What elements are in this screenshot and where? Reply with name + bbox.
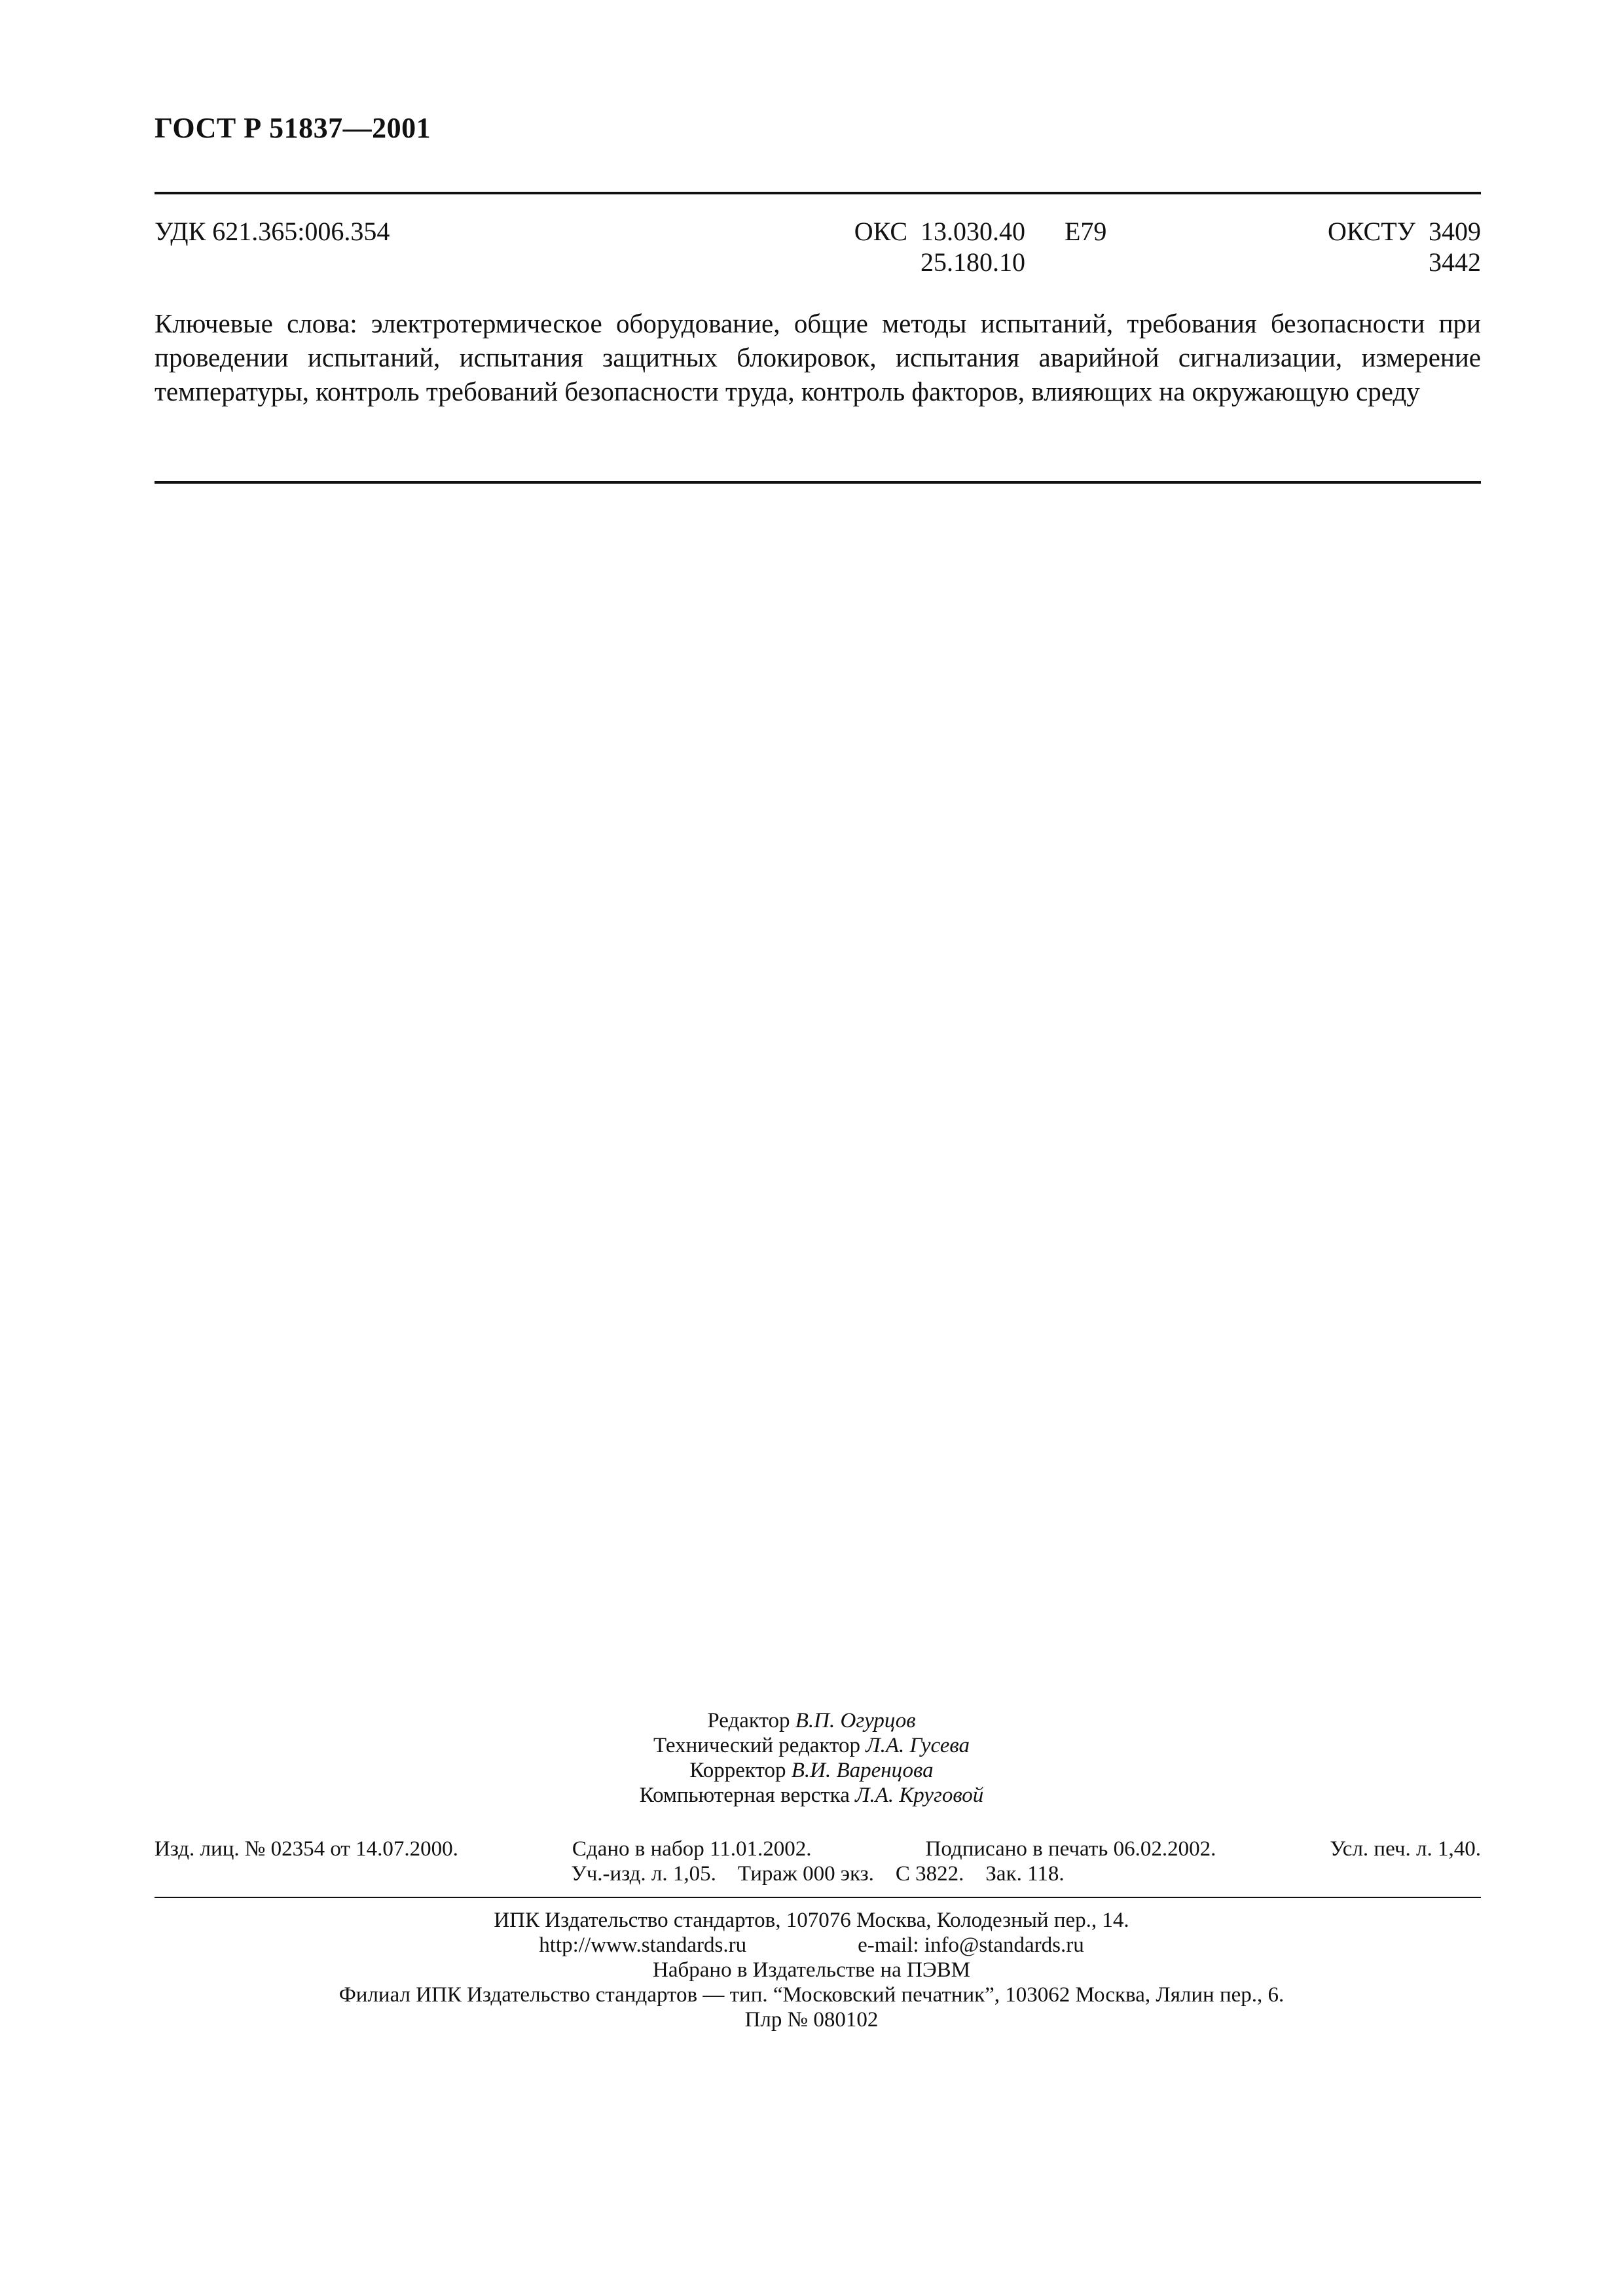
typeset-note: Набрано в Издательстве на ПЭВМ xyxy=(653,1958,970,1982)
typeset-date: Сдано в набор 11.01.2002. xyxy=(572,1837,812,1861)
print-info-row-2: Уч.-изд. л. 1,05. Тираж 000 экз. С 3822. Зак. 118. xyxy=(571,1862,1065,1886)
udk-code: УДК 621.365:006.354 xyxy=(155,217,390,246)
oks-code-2: 25.180.10 xyxy=(921,247,1025,277)
oks-codes xyxy=(672,216,1025,278)
credit-proofreader: Корректор В.И. Варенцова xyxy=(689,1759,934,1782)
publisher-contacts xyxy=(0,1933,1623,1958)
okstu-codes xyxy=(1328,216,1481,278)
printing-house: Филиал ИПК Издательство стандартов — тип. “Московский печатник”, 103062 Москва, Лялин пер., 6. xyxy=(338,1983,1285,2007)
okstu-label: ОКСТУ xyxy=(1327,217,1415,246)
publisher-divider xyxy=(155,1897,1481,1898)
oks-code-1: 13.030.40 xyxy=(921,217,1025,246)
print-info-row-1 xyxy=(155,1837,1481,1861)
credit-tech-editor: Технический редактор Л.А. Гусева xyxy=(653,1734,970,1757)
publisher-email: e-mail: info@standards.ru xyxy=(858,1933,1084,1957)
signed-date: Подписано в печать 06.02.2002. xyxy=(925,1837,1216,1861)
credit-editor: Редактор В.П. Огурцов xyxy=(707,1709,916,1732)
publisher-block xyxy=(0,1908,1623,2032)
keywords-paragraph: Ключевые слова: электротермическое оборудование, общие методы испытаний, требования безопасности при проведении испытаний, испытания защитных блокировок, испытания аварийной сигнализации, измерение температуры, контроль требований безопасности труда, контроль факторов, влияющих на окружающую среду xyxy=(155,308,1481,406)
e-code: Е79 xyxy=(1065,217,1107,246)
publisher-address: ИПК Издательство стандартов, 107076 Москва, Колодезный пер., 14. xyxy=(494,1909,1129,1932)
print-sheets: Усл. печ. л. 1,40. xyxy=(1330,1837,1481,1861)
print-info xyxy=(155,1837,1481,1886)
credit-layout: Компьютерная верстка Л.А. Круговой xyxy=(639,1784,984,1807)
credits-block xyxy=(0,1708,1623,1808)
okstu-code-2: 3442 xyxy=(1429,247,1481,277)
oks-label: ОКС xyxy=(854,217,907,246)
okstu-code-1: 3409 xyxy=(1429,217,1481,246)
printing-license: Плр № 080102 xyxy=(744,2008,879,2032)
document-header-title: ГОСТ Р 51837—2001 xyxy=(155,112,431,144)
keywords-divider xyxy=(155,481,1481,484)
publishing-license: Изд. лиц. № 02354 от 14.07.2000. xyxy=(155,1837,458,1861)
classification-row xyxy=(155,216,1481,288)
publisher-website: http://www.standards.ru xyxy=(539,1933,747,1957)
top-divider xyxy=(155,192,1481,194)
